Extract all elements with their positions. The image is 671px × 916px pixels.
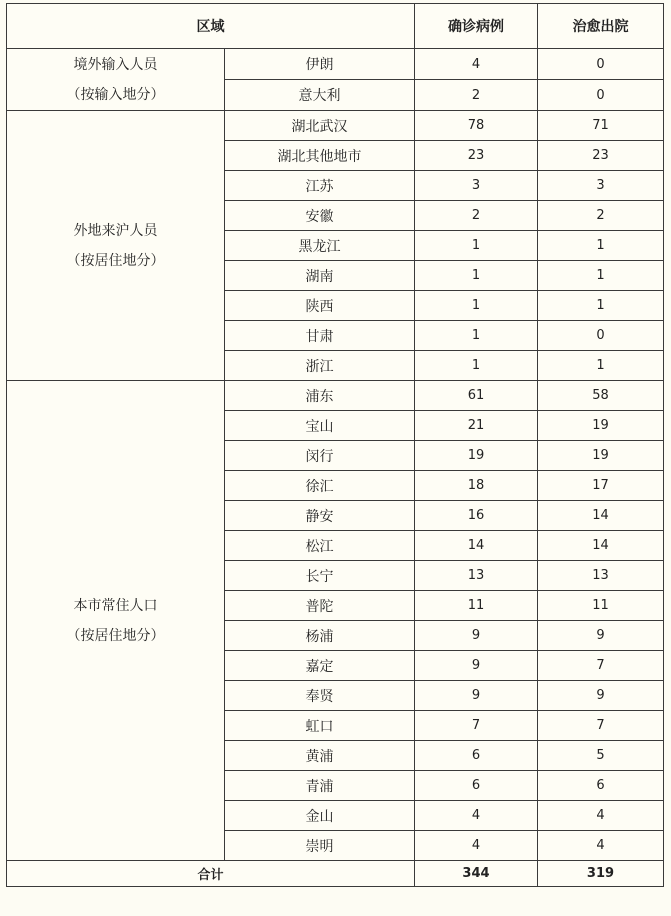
region-cell: 崇明 xyxy=(225,831,415,861)
table-row xyxy=(7,111,664,141)
total-label: 合计 xyxy=(7,861,415,887)
confirmed-cell: 1 xyxy=(415,291,538,321)
header-region: 区域 xyxy=(7,4,415,49)
confirmed-cell: 1 xyxy=(415,231,538,261)
confirmed-cell: 11 xyxy=(415,591,538,621)
region-cell: 安徽 xyxy=(225,201,415,231)
recovered-cell: 6 xyxy=(538,771,664,801)
recovered-cell: 7 xyxy=(538,711,664,741)
region-cell: 湖北武汉 xyxy=(225,111,415,141)
region-cell: 湖南 xyxy=(225,261,415,291)
confirmed-cell: 78 xyxy=(415,111,538,141)
region-cell: 伊朗 xyxy=(225,49,415,80)
region-cell: 奉贤 xyxy=(225,681,415,711)
region-cell: 松江 xyxy=(225,531,415,561)
case-table-container xyxy=(6,3,664,887)
recovered-cell: 19 xyxy=(538,411,664,441)
group-title: 境外输入人员 xyxy=(73,56,158,73)
confirmed-cell: 3 xyxy=(415,171,538,201)
group-subtitle: （按居住地分） xyxy=(66,252,165,269)
confirmed-cell: 2 xyxy=(415,201,538,231)
recovered-cell: 4 xyxy=(538,831,664,861)
recovered-cell: 1 xyxy=(538,231,664,261)
group-title: 外地来沪人员 xyxy=(73,222,158,239)
recovered-cell: 1 xyxy=(538,291,664,321)
group-subtitle: （按输入地分） xyxy=(66,86,165,103)
group-title: 本市常住人口 xyxy=(73,597,158,614)
region-cell: 闵行 xyxy=(225,441,415,471)
recovered-cell: 0 xyxy=(538,321,664,351)
confirmed-cell: 9 xyxy=(415,621,538,651)
total-recovered: 319 xyxy=(538,861,664,887)
region-cell: 黑龙江 xyxy=(225,231,415,261)
confirmed-cell: 18 xyxy=(415,471,538,501)
region-cell: 青浦 xyxy=(225,771,415,801)
confirmed-cell: 23 xyxy=(415,141,538,171)
confirmed-cell: 9 xyxy=(415,651,538,681)
region-cell: 意大利 xyxy=(225,80,415,111)
region-cell: 静安 xyxy=(225,501,415,531)
recovered-cell: 71 xyxy=(538,111,664,141)
group-subtitle: （按居住地分） xyxy=(66,627,165,644)
region-cell: 江苏 xyxy=(225,171,415,201)
region-cell: 宝山 xyxy=(225,411,415,441)
confirmed-cell: 16 xyxy=(415,501,538,531)
recovered-cell: 19 xyxy=(538,441,664,471)
case-table xyxy=(6,3,664,887)
region-cell: 浦东 xyxy=(225,381,415,411)
confirmed-cell: 7 xyxy=(415,711,538,741)
region-cell: 虹口 xyxy=(225,711,415,741)
confirmed-cell: 6 xyxy=(415,771,538,801)
confirmed-cell: 1 xyxy=(415,351,538,381)
confirmed-cell: 1 xyxy=(415,261,538,291)
total-confirmed: 344 xyxy=(415,861,538,887)
region-cell: 陕西 xyxy=(225,291,415,321)
header-recovered: 治愈出院 xyxy=(538,4,664,49)
total-row xyxy=(7,861,664,887)
recovered-cell: 1 xyxy=(538,261,664,291)
group-label xyxy=(7,49,225,111)
recovered-cell: 58 xyxy=(538,381,664,411)
recovered-cell: 17 xyxy=(538,471,664,501)
header-row xyxy=(7,4,664,49)
region-cell: 普陀 xyxy=(225,591,415,621)
confirmed-cell: 2 xyxy=(415,80,538,111)
region-cell: 金山 xyxy=(225,801,415,831)
group-label xyxy=(7,381,225,861)
confirmed-cell: 6 xyxy=(415,741,538,771)
region-cell: 湖北其他地市 xyxy=(225,141,415,171)
recovered-cell: 9 xyxy=(538,681,664,711)
recovered-cell: 14 xyxy=(538,531,664,561)
region-cell: 甘肃 xyxy=(225,321,415,351)
recovered-cell: 13 xyxy=(538,561,664,591)
recovered-cell: 14 xyxy=(538,501,664,531)
region-cell: 嘉定 xyxy=(225,651,415,681)
region-cell: 浙江 xyxy=(225,351,415,381)
confirmed-cell: 13 xyxy=(415,561,538,591)
confirmed-cell: 4 xyxy=(415,49,538,80)
recovered-cell: 23 xyxy=(538,141,664,171)
recovered-cell: 0 xyxy=(538,49,664,80)
confirmed-cell: 61 xyxy=(415,381,538,411)
recovered-cell: 2 xyxy=(538,201,664,231)
region-cell: 黄浦 xyxy=(225,741,415,771)
header-confirmed: 确诊病例 xyxy=(415,4,538,49)
group-label xyxy=(7,111,225,381)
recovered-cell: 11 xyxy=(538,591,664,621)
confirmed-cell: 4 xyxy=(415,831,538,861)
recovered-cell: 9 xyxy=(538,621,664,651)
confirmed-cell: 19 xyxy=(415,441,538,471)
confirmed-cell: 21 xyxy=(415,411,538,441)
recovered-cell: 5 xyxy=(538,741,664,771)
confirmed-cell: 9 xyxy=(415,681,538,711)
table-row xyxy=(7,381,664,411)
region-cell: 长宁 xyxy=(225,561,415,591)
confirmed-cell: 1 xyxy=(415,321,538,351)
region-cell: 杨浦 xyxy=(225,621,415,651)
recovered-cell: 1 xyxy=(538,351,664,381)
confirmed-cell: 14 xyxy=(415,531,538,561)
recovered-cell: 4 xyxy=(538,801,664,831)
confirmed-cell: 4 xyxy=(415,801,538,831)
region-cell: 徐汇 xyxy=(225,471,415,501)
recovered-cell: 7 xyxy=(538,651,664,681)
table-row xyxy=(7,49,664,80)
recovered-cell: 0 xyxy=(538,80,664,111)
recovered-cell: 3 xyxy=(538,171,664,201)
